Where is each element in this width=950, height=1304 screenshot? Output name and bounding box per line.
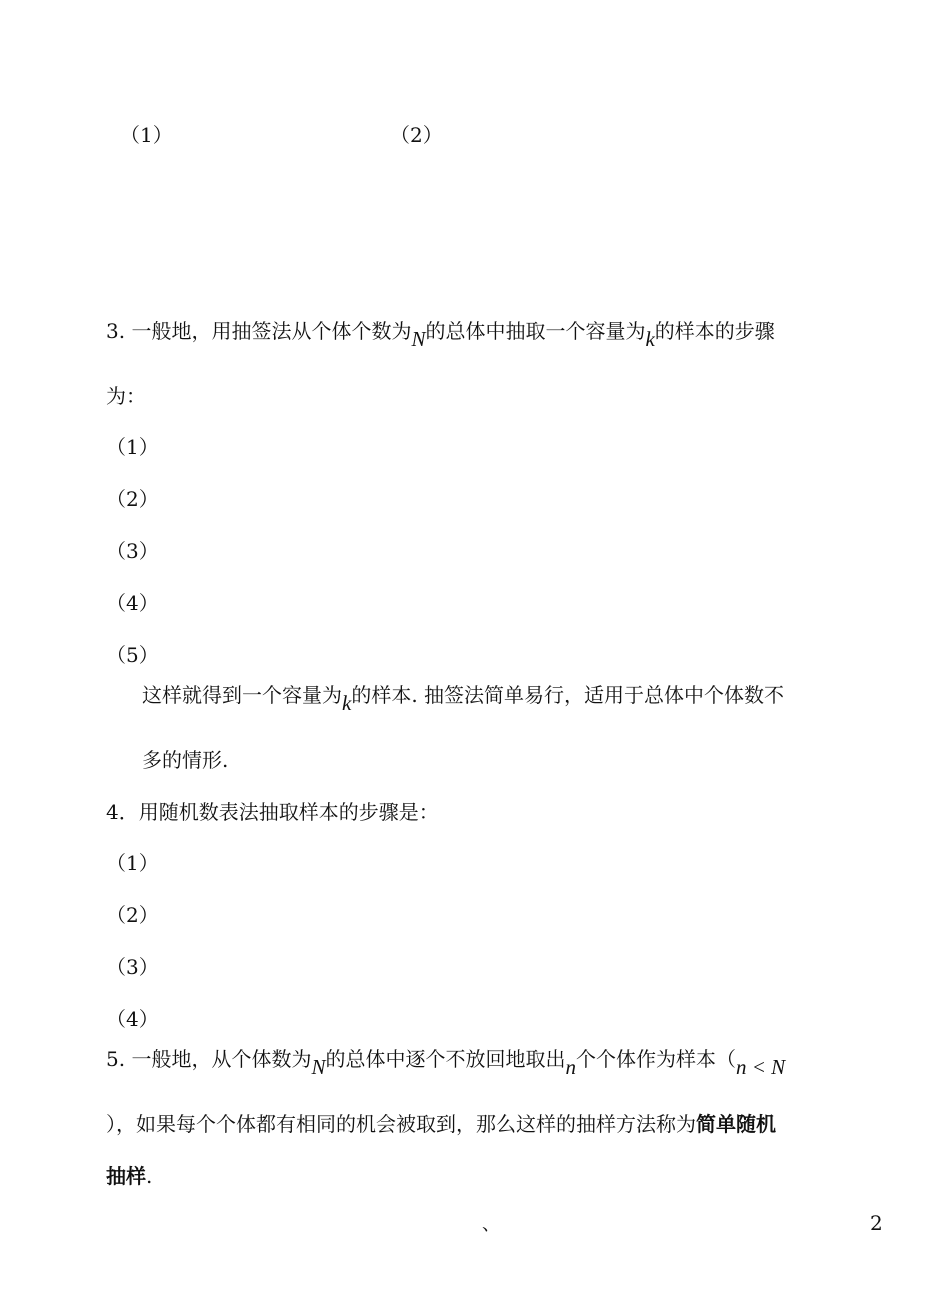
section-3-note-line-2: 多的情形. [142, 748, 229, 772]
var-k: k [342, 691, 352, 715]
section-5-text-b: 的总体中逐个不放回地取出 [325, 1047, 566, 1071]
var-N: N [311, 1055, 326, 1079]
term-simple-random-1: 简单随机 [696, 1112, 776, 1136]
footer-mark: 、 [482, 1214, 500, 1235]
section-3-step-5: （5） [106, 643, 159, 667]
section-5-text-c: 个个体作为样本（ [575, 1047, 736, 1071]
section-3-text-b: 的总体中抽取一个容量为 [425, 319, 646, 343]
section-5-line-1 [106, 1046, 786, 1079]
section-4-step-3: （3） [106, 955, 159, 979]
page-number: 2 [870, 1211, 883, 1235]
item-1-label: （1） [120, 123, 173, 147]
section-3-step-4: （4） [106, 591, 159, 615]
section-3-note-line-1 [142, 682, 785, 715]
condition-n-less-than-N: n < N [735, 1055, 786, 1079]
section-3-step-1: （1） [106, 435, 159, 459]
note-text-b: 的样本. 抽签法简单易行，适用于总体中个体数不 [351, 683, 785, 707]
section-3-line-1 [106, 318, 775, 351]
section-4-step-4: （4） [106, 1007, 159, 1031]
item-2-label: （2） [390, 123, 443, 147]
var-k: k [645, 327, 655, 351]
var-N: N [411, 327, 426, 351]
section-4-step-1: （1） [106, 851, 159, 875]
note-text-a: 这样就得到一个容量为 [142, 683, 342, 707]
section-5-text-d: ），如果每个个体都有相同的机会被取到，那么这样的抽样方法称为 [106, 1112, 696, 1136]
section-5-line-3 [106, 1163, 152, 1189]
var-n: n [565, 1055, 576, 1079]
section-5-text-a: 5. 一般地，从个体数为 [106, 1047, 312, 1071]
section-4-step-2: （2） [106, 903, 159, 927]
section-3-text-a: 3. 一般地，用抽签法从个体个数为 [106, 319, 412, 343]
section-5-line-2 [106, 1111, 776, 1137]
section-3-line-2: 为： [106, 384, 146, 408]
section-5-period: . [146, 1164, 153, 1188]
section-4-title: 4．用随机数表法抽取样本的步骤是： [106, 800, 439, 824]
section-3-step-2: （2） [106, 487, 159, 511]
section-3-step-3: （3） [106, 539, 159, 563]
term-simple-random-2: 抽样 [106, 1164, 146, 1188]
section-3-text-c: 的样本的步骤 [654, 319, 775, 343]
